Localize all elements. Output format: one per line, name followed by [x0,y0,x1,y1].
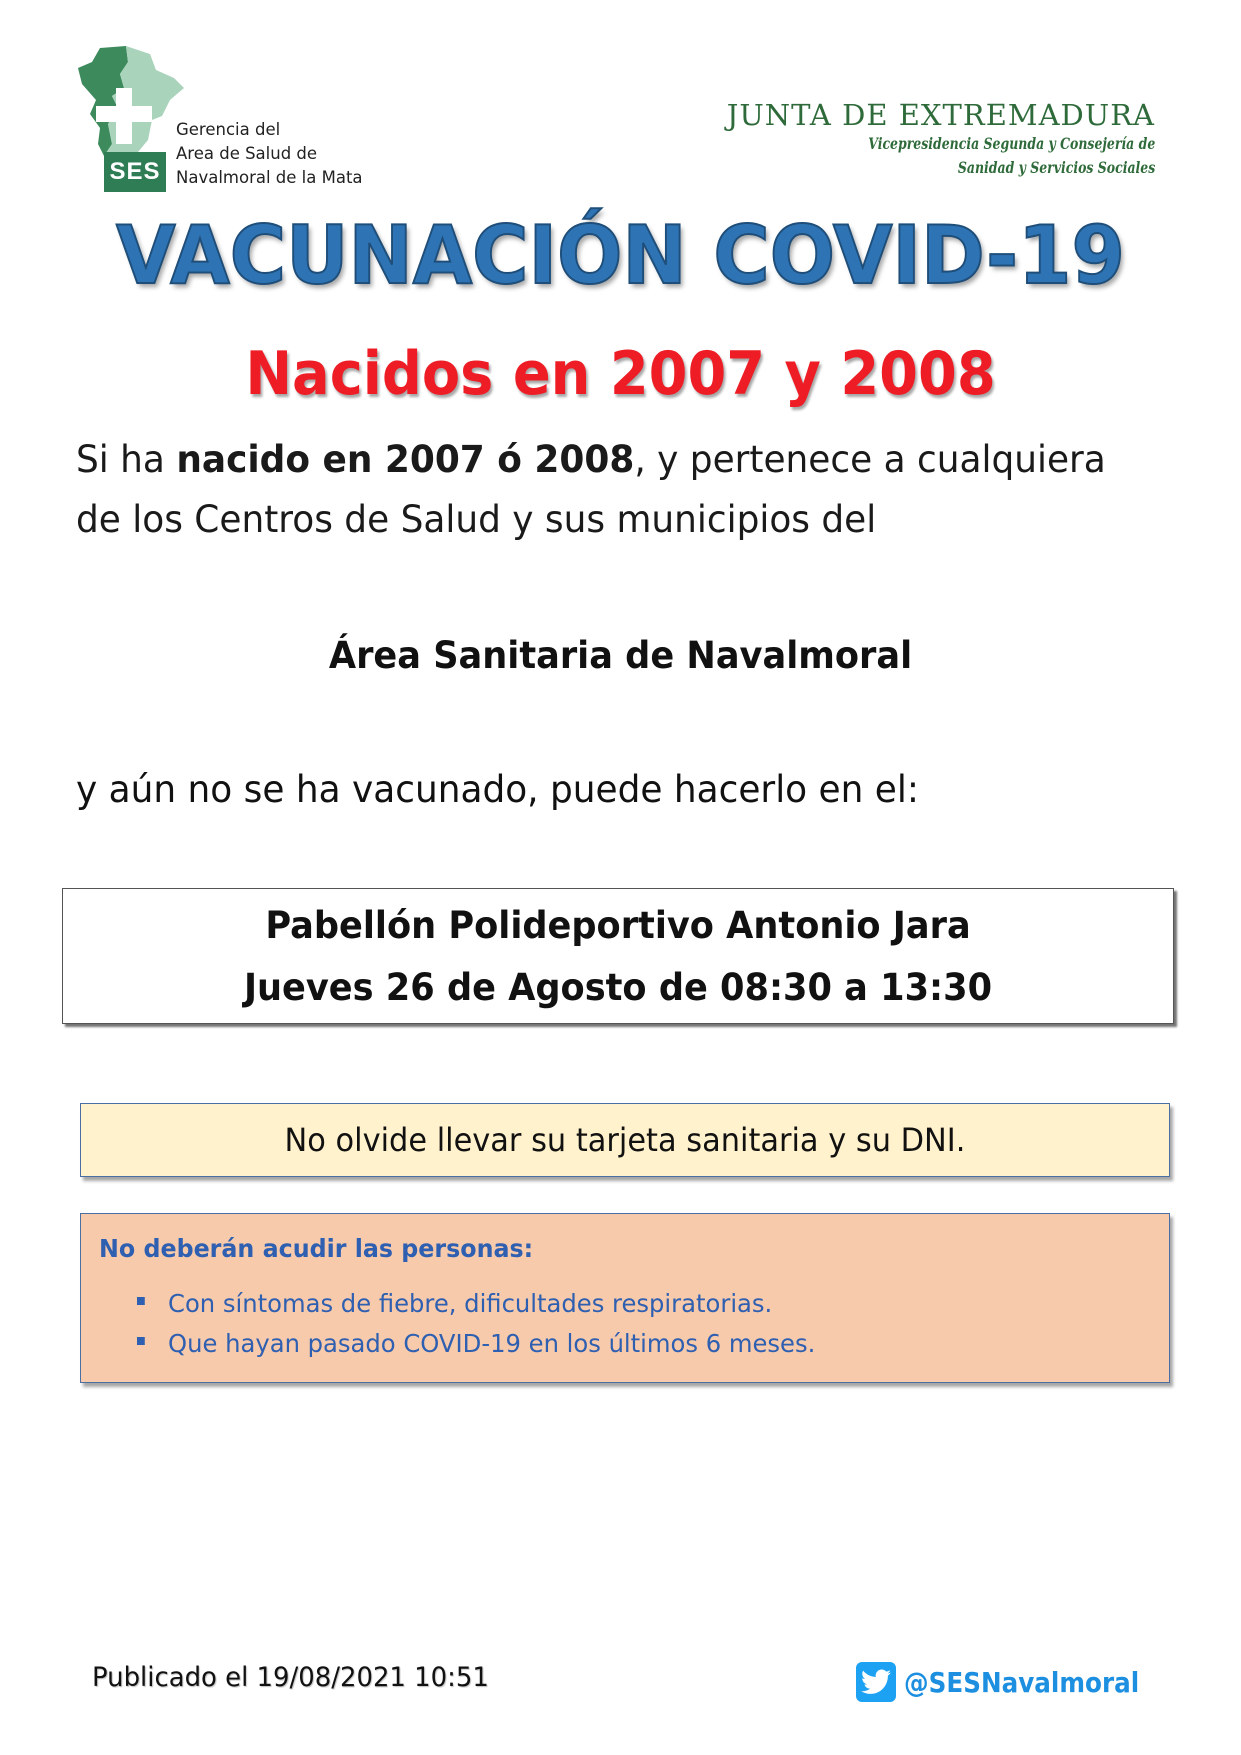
area-name: Área Sanitaria de Navalmoral [328,634,913,677]
social-link[interactable] [856,1660,1171,1704]
warning-heading: No deberán acudir las personas: [99,1234,534,1263]
ses-logo [78,44,418,194]
venue-schedule: Jueves 26 de Agosto de 08:30 a 13:30 [243,966,993,1009]
venue-place: Pabellón Polideportivo Antonio Jara [265,904,971,947]
warning-box [80,1213,1170,1383]
junta-title: JUNTA DE EXTREMADURA [726,98,1155,132]
twitter-icon [856,1662,896,1702]
venue-box [62,888,1174,1024]
junta-subtitle-1: Vicepresidencia Segunda y Consejería de [867,134,1155,153]
intro-text-2: , y pertenece a cualquiera de los Centros de Salud y sus municipios del [76,438,1106,541]
intro-text-1: Si ha [76,438,177,481]
square-bullet-icon [137,1297,145,1305]
published-date: Publicado el 19/08/2021 10:51 [92,1662,489,1693]
ses-line-1: Gerencia del [176,120,281,139]
warning-list [137,1284,836,1364]
ses-badge: SES [104,152,166,192]
intro-bold: nacido en 2007 ó 2008 [176,438,635,481]
junta-subtitle-2: Sanidad y Servicios Sociales [957,158,1155,177]
social-handle: @SESNavalmoral [903,1665,1139,1699]
intro-paragraph [76,430,1153,550]
warning-item-text: Que hayan pasado COVID-19 en los últimos 6 meses. [168,1329,816,1358]
page-subtitle: Nacidos en 2007 y 2008 [245,339,996,409]
ses-line-2: Area de Salud de [176,144,318,163]
warning-item-text: Con síntomas de fiebre, dificultades respiratorias. [168,1289,773,1318]
reminder-box [80,1103,1170,1177]
junta-logo [727,98,1155,180]
instruction-text: y aún no se ha vacunado, puede hacerlo en el: [76,768,919,811]
list-item [137,1324,815,1364]
ses-organization-name [176,118,363,190]
square-bullet-icon [137,1337,145,1345]
ses-line-3: Navalmoral de la Mata [176,168,363,187]
reminder-text: No olvide llevar su tarjeta sanitaria y su DNI. [284,1121,966,1159]
list-item [137,1284,815,1324]
page-title: VACUNACIÓN COVID-19 [116,209,1125,302]
